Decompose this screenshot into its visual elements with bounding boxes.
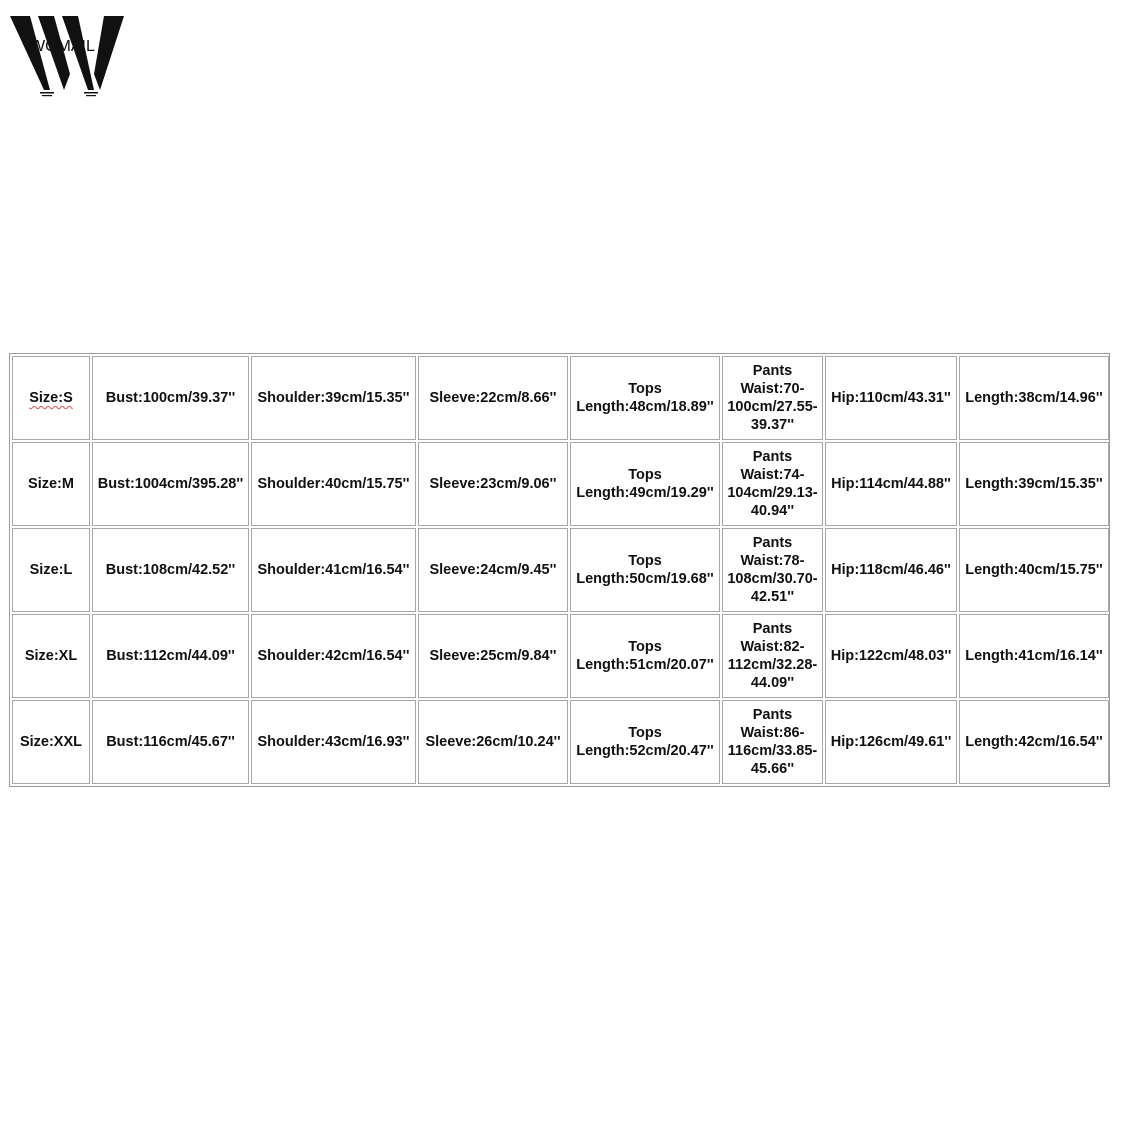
- bust-cell: Bust:112cm/44.09'': [92, 614, 249, 698]
- length-cell: Length:41cm/16.14'': [959, 614, 1109, 698]
- size-cell: Size:XXL: [12, 700, 90, 784]
- shoulder-cell: Shoulder:41cm/16.54'': [251, 528, 416, 612]
- shoulder-cell: Shoulder:42cm/16.54'': [251, 614, 416, 698]
- size-cell: [12, 356, 90, 440]
- pants-waist-cell: Pants Waist:78-108cm/30.70-42.51'': [722, 528, 823, 612]
- tops-length-cell: Tops Length:50cm/19.68'': [570, 528, 720, 612]
- shoulder-cell: Shoulder:39cm/15.35'': [251, 356, 416, 440]
- hip-cell: Hip:122cm/48.03'': [825, 614, 957, 698]
- table-row: [12, 528, 1109, 612]
- table-row: [12, 442, 1109, 526]
- size-chart-body: [12, 356, 1109, 784]
- hip-cell: Hip:110cm/43.31'': [825, 356, 957, 440]
- size-chart-table: [10, 354, 1111, 786]
- length-cell: Length:38cm/14.96'': [959, 356, 1109, 440]
- tops-length-cell: Tops Length:51cm/20.07'': [570, 614, 720, 698]
- table-row: [12, 700, 1109, 784]
- bust-cell: Bust:1004cm/395.28'': [92, 442, 249, 526]
- tops-length-cell: Tops Length:49cm/19.29'': [570, 442, 720, 526]
- sleeve-cell: Sleeve:25cm/9.84'': [418, 614, 568, 698]
- pants-waist-cell: Pants Waist:86-116cm/33.85-45.66'': [722, 700, 823, 784]
- hip-cell: Hip:126cm/49.61'': [825, 700, 957, 784]
- pants-waist-cell: Pants Waist:82-112cm/32.28-44.09'': [722, 614, 823, 698]
- pants-waist-cell: Pants Waist:70-100cm/27.55-39.37'': [722, 356, 823, 440]
- sleeve-cell: Sleeve:24cm/9.45'': [418, 528, 568, 612]
- tops-length-cell: Tops Length:52cm/20.47'': [570, 700, 720, 784]
- tops-length-cell: Tops Length:48cm/18.89'': [570, 356, 720, 440]
- sleeve-cell: Sleeve:26cm/10.24'': [418, 700, 568, 784]
- length-cell: Length:39cm/15.35'': [959, 442, 1109, 526]
- brand-logo: [8, 12, 128, 98]
- shoulder-cell: Shoulder:40cm/15.75'': [251, 442, 416, 526]
- shoulder-cell: Shoulder:43cm/16.93'': [251, 700, 416, 784]
- sleeve-cell: Sleeve:22cm/8.66'': [418, 356, 568, 440]
- sleeve-cell: Sleeve:23cm/9.06'': [418, 442, 568, 526]
- bust-cell: Bust:116cm/45.67'': [92, 700, 249, 784]
- size-cell: Size:M: [12, 442, 90, 526]
- length-cell: Length:40cm/15.75'': [959, 528, 1109, 612]
- bust-cell: Bust:100cm/39.37'': [92, 356, 249, 440]
- length-cell: Length:42cm/16.54'': [959, 700, 1109, 784]
- pants-waist-cell: Pants Waist:74-104cm/29.13-40.94'': [722, 442, 823, 526]
- bust-cell: Bust:108cm/42.52'': [92, 528, 249, 612]
- size-cell: Size:XL: [12, 614, 90, 698]
- size-chart: [9, 353, 1110, 787]
- logo-wordmark: WOMAIL: [30, 38, 95, 55]
- table-row: [12, 356, 1109, 440]
- size-label: Size:S: [29, 390, 73, 406]
- hip-cell: Hip:114cm/44.88'': [825, 442, 957, 526]
- table-row: [12, 614, 1109, 698]
- size-cell: Size:L: [12, 528, 90, 612]
- hip-cell: Hip:118cm/46.46'': [825, 528, 957, 612]
